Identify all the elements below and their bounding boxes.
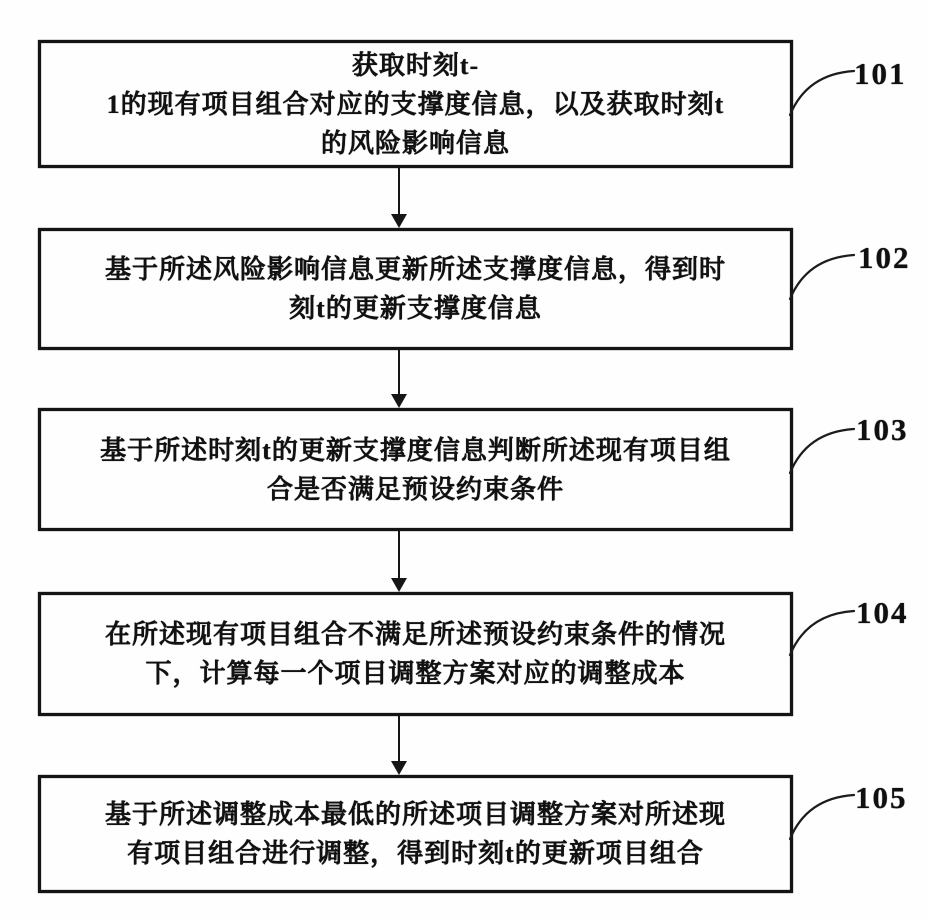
leader-line-102 [787, 250, 857, 302]
arrow-shaft [398, 531, 400, 581]
down-arrow-icon [391, 350, 407, 408]
arrow-shaft [398, 350, 400, 397]
step-text-line: 基于所述调整成本最低的所述项目调整方案对所述现 [104, 800, 726, 829]
flow-step-box-105 [38, 775, 793, 893]
ref-number-105: 105 [855, 780, 908, 815]
ref-number-101: 101 [854, 56, 907, 91]
leader-line-104 [787, 606, 857, 658]
step-text-line: 有项目组合进行调整，得到时刻t的更新项目组合 [127, 839, 704, 868]
step-text-line: 在所述现有项目组合不满足所述预设约束条件的情况 [104, 620, 726, 649]
step-text-line: 下，计算每一个项目调整方案对应的调整成本 [145, 659, 686, 688]
step-text-line: 1的现有项目组合对应的支撑度信息，以及获取时刻t [106, 89, 725, 119]
flow-step-text [41, 615, 790, 693]
arrow-shaft [398, 716, 400, 764]
step-text-line: 的风险影响信息 [320, 128, 510, 158]
arrow-head [391, 578, 407, 592]
step-text-line: 刻t的更新支撑度信息 [289, 294, 542, 323]
flow-step-text [41, 431, 790, 509]
step-text-line: 基于所述时刻t的更新支撑度信息判断所述现有项目组 [100, 435, 731, 465]
arrow-head [391, 214, 407, 228]
arrow-head [391, 394, 407, 408]
leader-line-101 [787, 66, 857, 118]
step-text-line: 获取时刻t- [351, 50, 480, 80]
ref-number-103: 103 [856, 412, 909, 447]
flow-step-text [41, 795, 790, 873]
leader-line-103 [787, 424, 857, 476]
arrow-head [391, 761, 407, 775]
step-text-line: 合是否满足预设约束条件 [266, 474, 564, 504]
flow-step-box-103 [38, 408, 793, 531]
leader-line-105 [787, 790, 857, 842]
arrow-shaft [398, 168, 400, 217]
step-text-line: 基于所述风险影响信息更新所述支撑度信息，得到时 [104, 255, 726, 284]
down-arrow-icon [391, 716, 407, 775]
down-arrow-icon [391, 168, 407, 228]
flow-step-text [41, 46, 790, 163]
down-arrow-icon [391, 531, 407, 592]
flow-step-box-104 [38, 592, 793, 716]
flow-step-box-101 [38, 40, 793, 168]
flow-step-box-102 [38, 228, 793, 350]
ref-number-102: 102 [858, 240, 911, 275]
flow-step-text [41, 250, 790, 328]
ref-number-104: 104 [856, 595, 909, 630]
